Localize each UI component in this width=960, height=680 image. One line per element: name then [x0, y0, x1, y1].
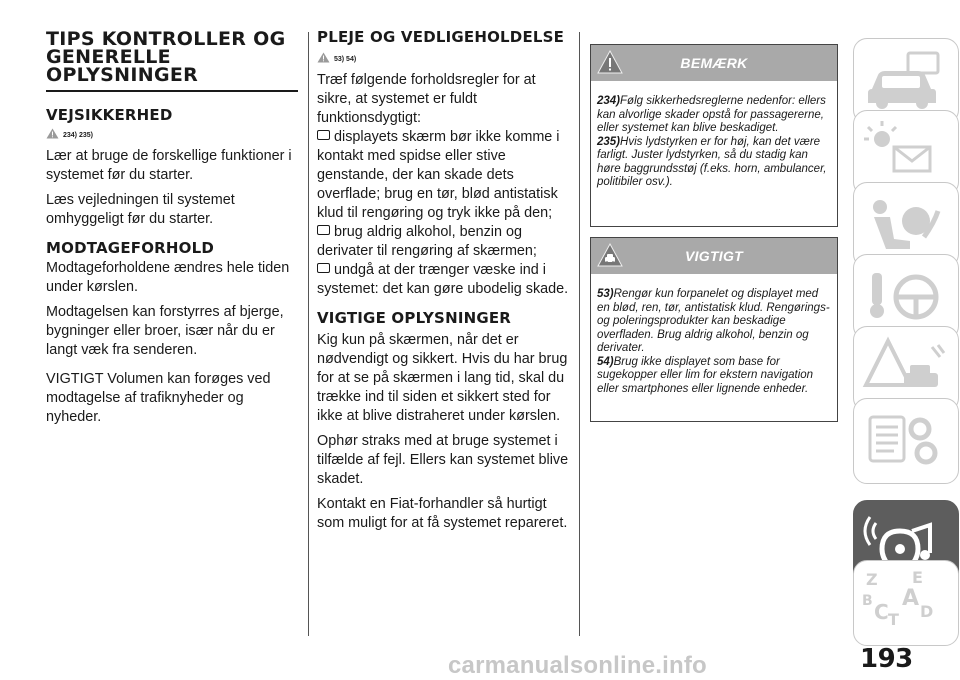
note-text: Rengør kun forpanelet og displayet med en blød, ren, tør, antistatisk klud. Rengørings- og poleringsprodukter kan beskadige overfladen. Brug aldrig alkohol, benzin og derivater. [597, 288, 830, 354]
paragraph: Modtagelsen kan forstyrres af bjerge, bygninger eller broer, især når du er langt væk fra senderen. [46, 304, 284, 358]
paragraph: VIGTIGT Volumen kan forøges ved modtagelse af trafiknyheder og nyheder. [46, 371, 271, 425]
column-3 [590, 44, 838, 432]
index-letter: C [874, 600, 889, 624]
chapter-tabs [853, 0, 960, 678]
paragraph: Kig kun på skærmen, når det er nødvendigt og sikkert. Hvis du har brug for at se på skærmen i lang tid, skal du trække ind til siden et sikkert sted for ikke at blive distraheret under kørslen. [317, 332, 568, 424]
reference-numbers: 53) 54) [334, 56, 357, 63]
index-letter: T [888, 610, 899, 629]
paragraph: Kontakt en Fiat-forhandler så hurtigt som muligt for at få systemet repareret. [317, 496, 568, 531]
note-text: Brug ikke displayet som base for sugekopper eller lim for ekstern navigation eller smartphones eller lignende enheder. [597, 355, 814, 395]
note-text: Hvis lydstyrken er for høj, kan det være farligt. Juster lydstyrken, så du stadig kan høre baggrundsstøj (f.eks. horn, ambulancer, politibiler osv.). [597, 135, 827, 188]
important-box-title: VIGTIGT [684, 248, 744, 264]
index-letter: D [920, 602, 934, 621]
section-title-pleje: PLEJE OG VEDLIGEHOLDELSE [317, 28, 565, 46]
section-title-vigtige: VIGTIGE OPLYSNINGER [317, 309, 512, 327]
note-number: 234) [597, 95, 621, 107]
bullet-item [317, 261, 569, 299]
important-box [590, 237, 838, 422]
bullet-square-icon [317, 130, 330, 140]
note-item [597, 356, 831, 397]
paragraph: Lær at bruge de forskellige funktioner i systemet før du starter. [46, 148, 292, 183]
bullet-text: undgå at der trænger væske ind i systemet: det kan gøre ubodelig skade. [317, 262, 569, 297]
index-letter: E [912, 568, 923, 587]
important-box-header [591, 238, 837, 274]
tab-maintenance[interactable] [853, 398, 959, 484]
maintenance-list-icon [854, 399, 958, 483]
index-letter: A [902, 586, 920, 611]
index-letter: B [862, 593, 873, 609]
note-number: 54) [597, 355, 614, 368]
note-box-body [591, 81, 837, 202]
tab-index[interactable] [853, 560, 959, 646]
watermark: carmanualsonline.info [448, 652, 707, 679]
note-number: 53) [597, 288, 614, 300]
paragraph: Træf følgende forholdsregler for at sikre, at systemet er fuldt funktionsdygtigt: [317, 72, 536, 126]
car-warning-icon [597, 243, 623, 267]
paragraph: Modtageforholdene ændres hele tiden under kørslen. [46, 260, 290, 295]
note-number: 235) [597, 135, 621, 148]
note-item [597, 136, 831, 190]
important-box-body [591, 274, 837, 408]
column-divider-1 [308, 32, 309, 636]
paragraph: Læs vejledningen til systemet omhyggeligt før du starter. [46, 192, 235, 227]
reference-numbers: 234) 235) [63, 132, 93, 139]
column-divider-2 [579, 32, 580, 636]
bullet-square-icon [317, 225, 330, 235]
section-title-vejsikkerhed: VEJSIKKERHED [46, 106, 173, 124]
warning-triangle-icon [317, 52, 330, 63]
page-title: TIPS KONTROLLER OG GENERELLE OPLYSNINGER [46, 30, 298, 92]
warning-reference [317, 52, 569, 63]
index-letter: Z [866, 570, 878, 589]
bullet-text: brug aldrig alkohol, benzin og derivater til rengøring af skærmen; [317, 224, 537, 259]
warning-triangle-icon [597, 50, 623, 74]
note-item [597, 95, 831, 136]
note-text: Følg sikkerhedsreglerne nedenfor: ellers kan alvorlige skader opstå for passagererne, eller systemet kan blive beskadiget. [597, 95, 826, 134]
bullet-square-icon [317, 263, 330, 273]
section-title-modtageforhold: MODTAGEFORHOLD [46, 239, 215, 257]
note-box-header [591, 45, 837, 81]
page-number: 193 [860, 644, 913, 674]
paragraph: Ophør straks med at bruge systemet i tilfælde af fejl. Ellers kan systemet blive skadet. [317, 433, 569, 487]
column-1 [46, 30, 298, 433]
column-2 [317, 30, 569, 539]
note-box [590, 44, 838, 227]
note-item [597, 288, 831, 356]
bullet-text: displayets skærm bør ikke komme i kontakt med spidse eller stive genstande, der kan skade dets overflade; brug en tør, blød antistatisk klud til rengøring og tryk ikke på den; [317, 129, 560, 221]
bullet-item [317, 128, 569, 223]
warning-triangle-icon [46, 128, 59, 139]
alphabet-index-icon [854, 561, 958, 645]
warning-reference [46, 128, 298, 139]
note-box-title: BEMÆRK [680, 55, 748, 71]
bullet-item [317, 223, 569, 261]
